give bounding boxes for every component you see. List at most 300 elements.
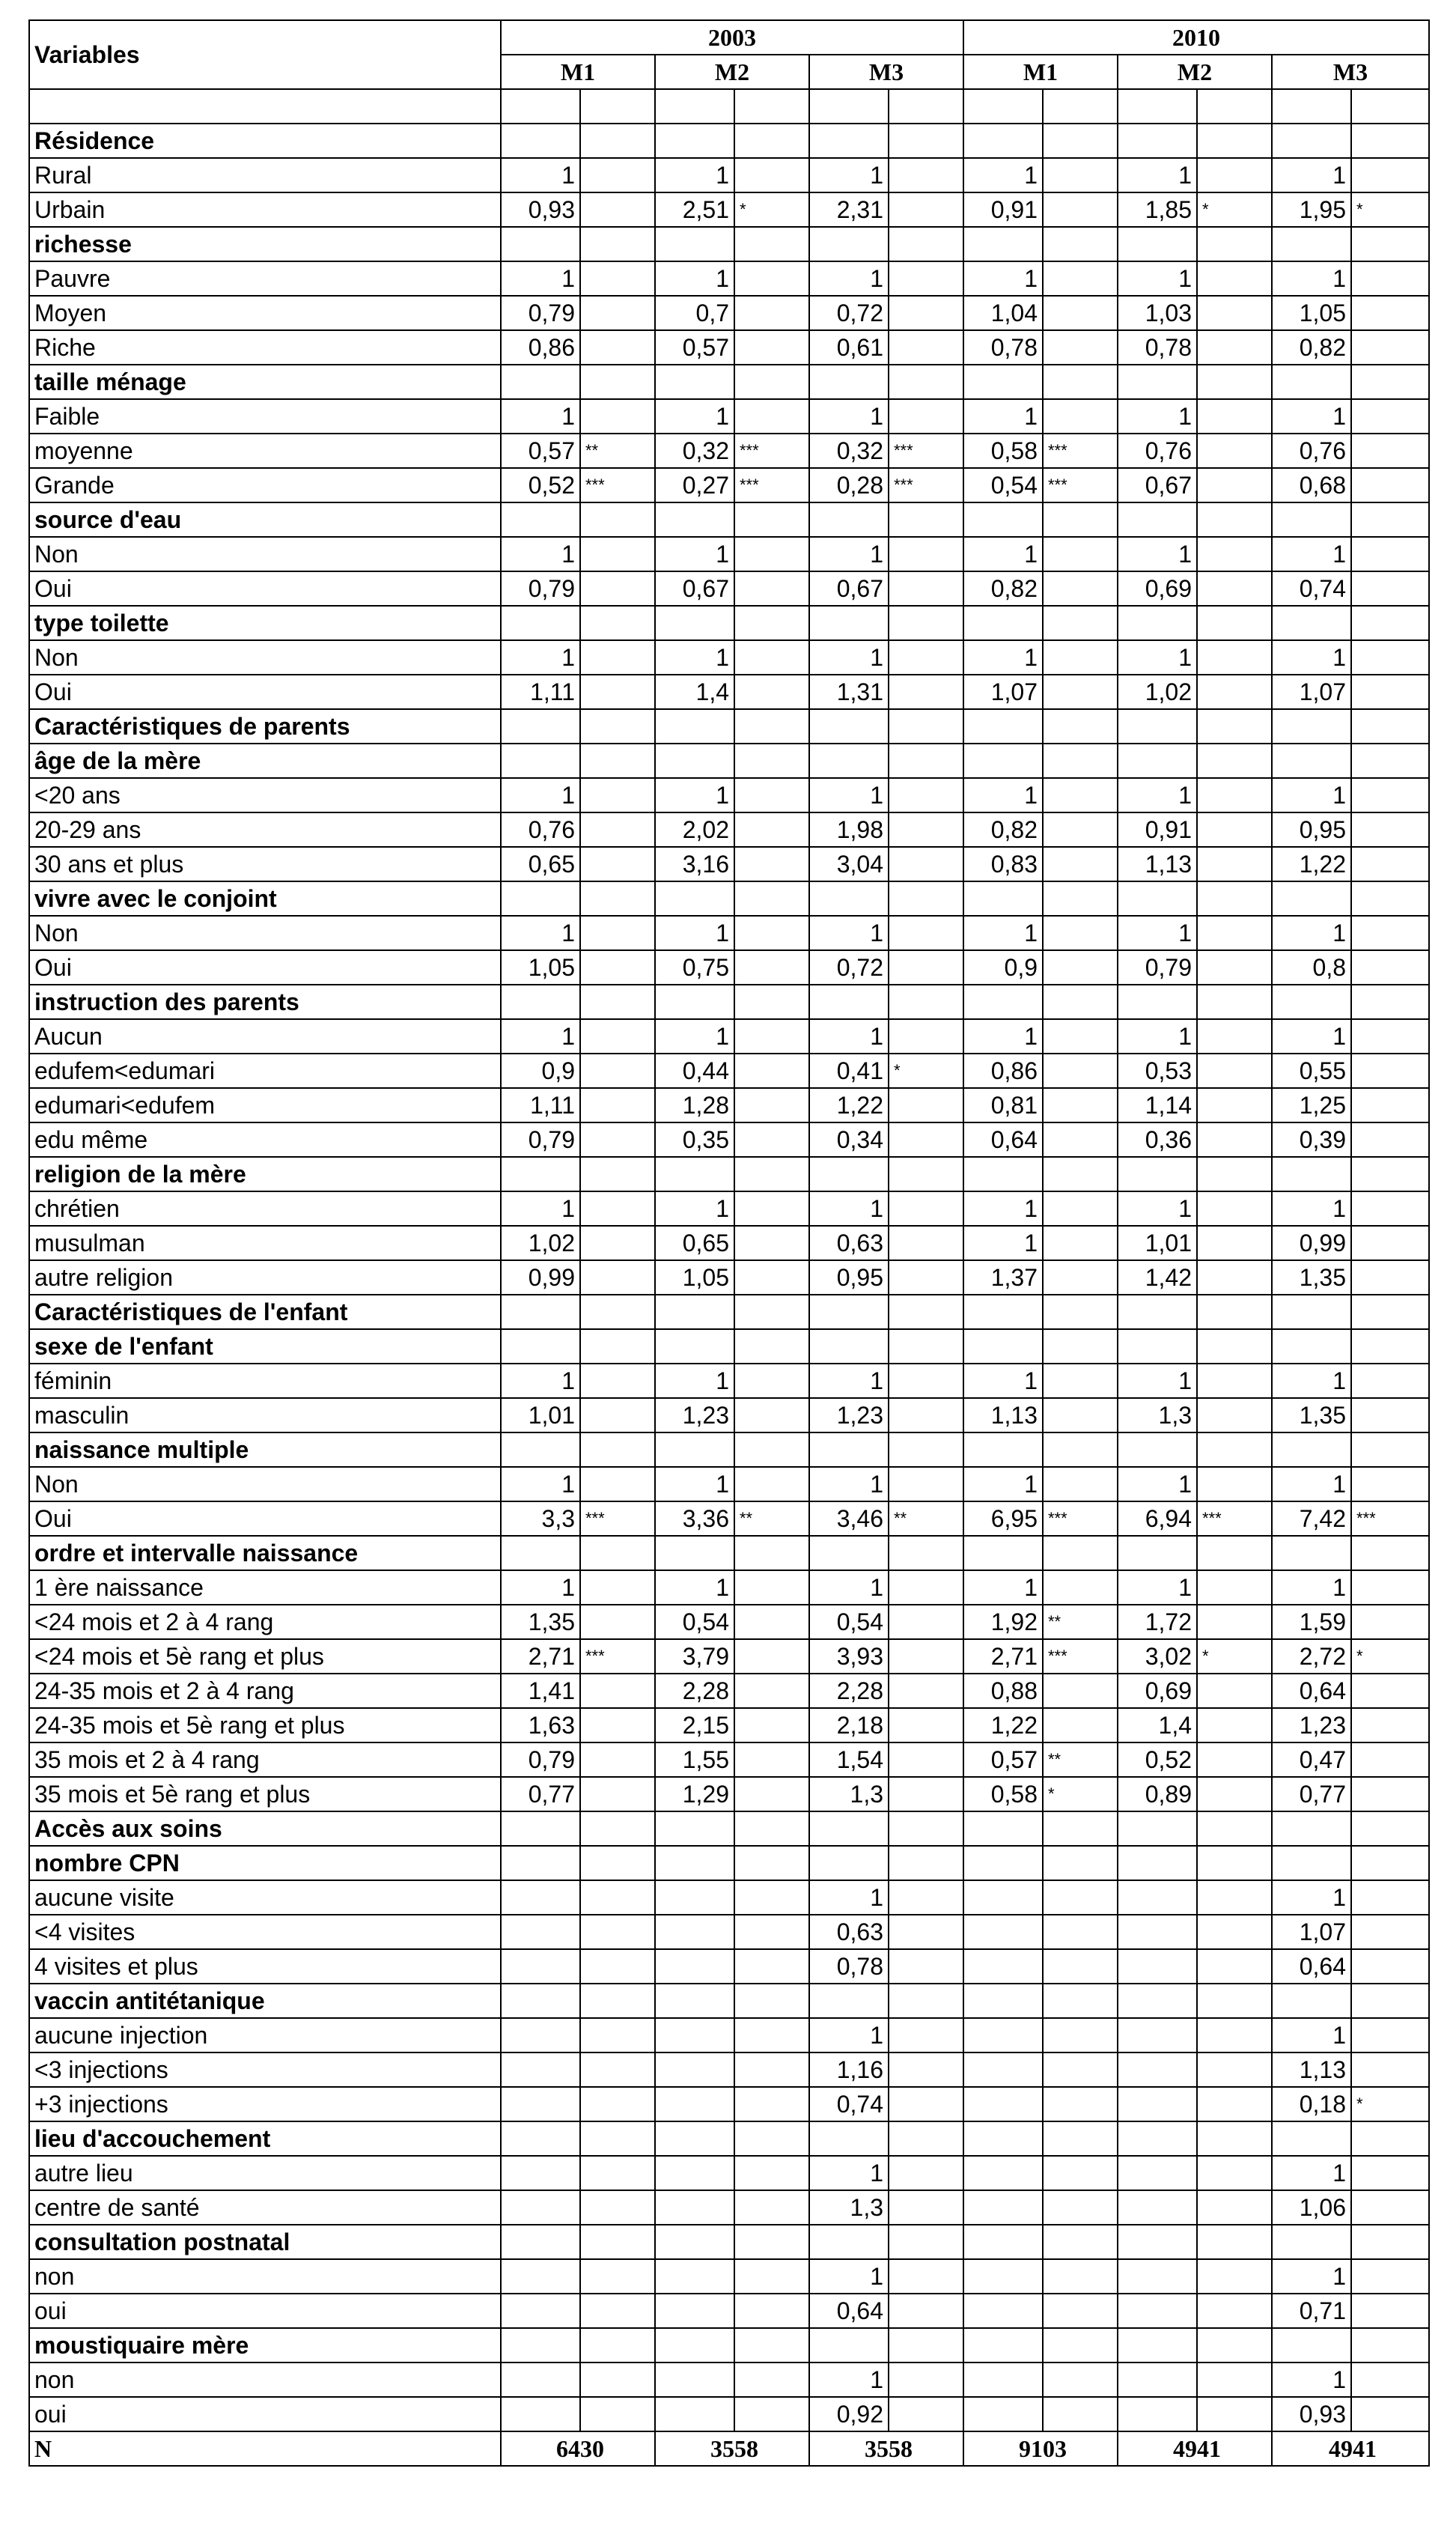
model-header: M2 xyxy=(655,55,809,89)
significance-cell xyxy=(580,1054,655,1088)
coefficient-cell: 0,95 xyxy=(809,1260,889,1295)
coefficient-cell xyxy=(655,124,734,158)
significance-cell xyxy=(1197,2190,1272,2225)
row-label: Oui xyxy=(29,1501,501,1536)
coefficient-cell: 0,32 xyxy=(655,434,734,468)
coefficient-cell xyxy=(655,1915,734,1949)
significance-cell xyxy=(1351,1777,1429,1811)
coefficient-cell: 3,46 xyxy=(809,1501,889,1536)
coefficient-cell: 1,92 xyxy=(963,1605,1043,1639)
coefficient-cell: 1 xyxy=(1272,2363,1351,2397)
table-header xyxy=(29,20,1429,89)
table-row xyxy=(29,1088,1429,1122)
table-row xyxy=(29,1226,1429,1260)
significance-cell xyxy=(1351,537,1429,571)
coefficient-cell: 1 xyxy=(501,1191,580,1226)
significance-cell xyxy=(734,537,809,571)
significance-cell xyxy=(1197,1674,1272,1708)
coefficient-cell: 0,95 xyxy=(1272,812,1351,847)
row-label: musulman xyxy=(29,1226,501,1260)
coefficient-cell: 1 xyxy=(501,1019,580,1054)
table-body xyxy=(29,89,1429,2431)
coefficient-cell xyxy=(1272,124,1351,158)
coefficient-cell xyxy=(1272,881,1351,916)
significance-cell xyxy=(1043,1088,1118,1122)
significance-cell xyxy=(734,2397,809,2431)
significance-cell xyxy=(734,2018,809,2052)
significance-cell xyxy=(889,192,963,227)
significance-cell xyxy=(580,227,655,261)
significance-cell xyxy=(734,1467,809,1501)
coefficient-cell xyxy=(655,2087,734,2121)
coefficient-cell xyxy=(501,1949,580,1984)
significance-cell xyxy=(1197,778,1272,812)
significance-cell xyxy=(734,1605,809,1639)
section-header-row xyxy=(29,365,1429,399)
row-label: Non xyxy=(29,1467,501,1501)
significance-cell xyxy=(1197,1708,1272,1742)
significance-cell xyxy=(580,192,655,227)
significance-cell xyxy=(1043,158,1118,192)
coefficient-cell xyxy=(1118,365,1197,399)
coefficient-cell: 1,72 xyxy=(1118,1605,1197,1639)
significance-cell xyxy=(1351,2363,1429,2397)
significance-cell xyxy=(1043,261,1118,296)
coefficient-cell: 1,55 xyxy=(655,1742,734,1777)
coefficient-cell xyxy=(963,1536,1043,1570)
coefficient-cell xyxy=(1118,2328,1197,2363)
coefficient-cell xyxy=(655,1536,734,1570)
coefficient-cell xyxy=(655,2018,734,2052)
model-header: M3 xyxy=(1272,55,1429,89)
table-row xyxy=(29,950,1429,985)
significance-cell xyxy=(1197,1019,1272,1054)
sample-size-value: 9103 xyxy=(963,2431,1118,2466)
coefficient-cell: 1 xyxy=(963,1364,1043,1398)
section-label: Accès aux soins xyxy=(29,1811,501,1846)
significance-cell xyxy=(1043,124,1118,158)
coefficient-cell: 0,86 xyxy=(501,330,580,365)
table-row xyxy=(29,1054,1429,1088)
significance-cell xyxy=(1043,1846,1118,1880)
coefficient-cell: 2,71 xyxy=(963,1639,1043,1674)
section-header-row xyxy=(29,1295,1429,1329)
significance-cell xyxy=(1351,744,1429,778)
significance-cell xyxy=(1043,1329,1118,1364)
coefficient-cell xyxy=(1118,606,1197,640)
coefficient-cell xyxy=(963,2052,1043,2087)
significance-cell xyxy=(1351,434,1429,468)
significance-cell: * xyxy=(1197,192,1272,227)
significance-cell xyxy=(1043,1260,1118,1295)
significance-cell xyxy=(580,1674,655,1708)
significance-cell xyxy=(1351,1949,1429,1984)
significance-cell xyxy=(1043,1054,1118,1088)
coefficient-cell xyxy=(501,2363,580,2397)
coefficient-cell xyxy=(655,1329,734,1364)
coefficient-cell xyxy=(655,227,734,261)
coefficient-cell: 6,95 xyxy=(963,1501,1043,1536)
coefficient-cell: 1 xyxy=(1272,1364,1351,1398)
significance-cell: * xyxy=(1351,1639,1429,1674)
significance-cell xyxy=(1351,1191,1429,1226)
significance-cell xyxy=(889,640,963,675)
row-label: Pauvre xyxy=(29,261,501,296)
coefficient-cell xyxy=(809,89,889,124)
coefficient-cell: 1 xyxy=(501,778,580,812)
row-label: Non xyxy=(29,916,501,950)
coefficient-cell xyxy=(1118,502,1197,537)
significance-cell xyxy=(580,1260,655,1295)
significance-cell xyxy=(580,2225,655,2259)
significance-cell xyxy=(580,1708,655,1742)
significance-cell xyxy=(734,2225,809,2259)
coefficient-cell: 0,54 xyxy=(655,1605,734,1639)
coefficient-cell: 1 xyxy=(1272,2156,1351,2190)
coefficient-cell: 1 xyxy=(963,537,1043,571)
row-label: <20 ans xyxy=(29,778,501,812)
significance-cell xyxy=(580,881,655,916)
significance-cell xyxy=(1351,1295,1429,1329)
significance-cell xyxy=(1043,2397,1118,2431)
significance-cell xyxy=(1043,1122,1118,1157)
significance-cell: ** xyxy=(1043,1742,1118,1777)
section-header-row xyxy=(29,881,1429,916)
coefficient-cell: 1,3 xyxy=(809,1777,889,1811)
coefficient-cell: 1,54 xyxy=(809,1742,889,1777)
coefficient-cell xyxy=(1118,1811,1197,1846)
table-row xyxy=(29,1467,1429,1501)
significance-cell: ** xyxy=(889,1501,963,1536)
coefficient-cell: 1 xyxy=(1118,916,1197,950)
coefficient-cell: 1,42 xyxy=(1118,1260,1197,1295)
coefficient-cell: 1,01 xyxy=(501,1398,580,1432)
coefficient-cell: 0,58 xyxy=(963,1777,1043,1811)
coefficient-cell xyxy=(1118,2259,1197,2294)
section-header-row xyxy=(29,1329,1429,1364)
coefficient-cell xyxy=(501,1432,580,1467)
significance-cell xyxy=(1351,1054,1429,1088)
significance-cell xyxy=(580,261,655,296)
significance-cell xyxy=(580,1846,655,1880)
coefficient-cell: 0,72 xyxy=(809,950,889,985)
coefficient-cell: 1 xyxy=(1118,1364,1197,1398)
significance-cell xyxy=(1351,985,1429,1019)
coefficient-cell: 1,05 xyxy=(655,1260,734,1295)
significance-cell xyxy=(1197,709,1272,744)
table-row xyxy=(29,2018,1429,2052)
row-label: Oui xyxy=(29,675,501,709)
significance-cell xyxy=(734,1674,809,1708)
coefficient-cell: 0,57 xyxy=(501,434,580,468)
significance-cell xyxy=(889,1708,963,1742)
section-header-row xyxy=(29,2121,1429,2156)
significance-cell xyxy=(1197,744,1272,778)
significance-cell xyxy=(734,2087,809,2121)
section-label: vivre avec le conjoint xyxy=(29,881,501,916)
coefficient-cell: 1 xyxy=(655,1570,734,1605)
section-header-row xyxy=(29,606,1429,640)
significance-cell xyxy=(734,1846,809,1880)
coefficient-cell: 3,3 xyxy=(501,1501,580,1536)
significance-cell xyxy=(1197,812,1272,847)
model-header: M2 xyxy=(1118,55,1272,89)
significance-cell xyxy=(580,1122,655,1157)
significance-cell xyxy=(734,1639,809,1674)
coefficient-cell xyxy=(963,1984,1043,2018)
coefficient-cell xyxy=(963,709,1043,744)
coefficient-cell xyxy=(809,744,889,778)
significance-cell xyxy=(1197,2363,1272,2397)
significance-cell xyxy=(580,1949,655,1984)
sample-size-value: 4941 xyxy=(1118,2431,1272,2466)
significance-cell xyxy=(1043,2087,1118,2121)
significance-cell xyxy=(1197,571,1272,606)
coefficient-cell xyxy=(1272,365,1351,399)
significance-cell xyxy=(734,2156,809,2190)
coefficient-cell xyxy=(1272,744,1351,778)
row-label: Faible xyxy=(29,399,501,434)
significance-cell xyxy=(1351,1846,1429,1880)
coefficient-cell: 0,64 xyxy=(809,2294,889,2328)
significance-cell xyxy=(889,950,963,985)
significance-cell xyxy=(1351,1019,1429,1054)
significance-cell xyxy=(1197,2087,1272,2121)
coefficient-cell xyxy=(963,2294,1043,2328)
coefficient-cell: 1,02 xyxy=(501,1226,580,1260)
table-row xyxy=(29,2259,1429,2294)
coefficient-cell xyxy=(501,1157,580,1191)
coefficient-cell xyxy=(1272,1157,1351,1191)
coefficient-cell: 1 xyxy=(501,1364,580,1398)
coefficient-cell: 1 xyxy=(1272,537,1351,571)
significance-cell xyxy=(1197,1364,1272,1398)
significance-cell xyxy=(1351,1398,1429,1432)
coefficient-cell: 1 xyxy=(1272,1467,1351,1501)
table-row xyxy=(29,1674,1429,1708)
coefficient-cell: 0,99 xyxy=(501,1260,580,1295)
significance-cell xyxy=(889,158,963,192)
significance-cell xyxy=(580,399,655,434)
coefficient-cell: 0,69 xyxy=(1118,571,1197,606)
coefficient-cell xyxy=(1118,2018,1197,2052)
coefficient-cell xyxy=(1118,1432,1197,1467)
coefficient-cell: 3,79 xyxy=(655,1639,734,1674)
significance-cell xyxy=(1043,1536,1118,1570)
coefficient-cell: 1 xyxy=(809,158,889,192)
significance-cell xyxy=(1351,1880,1429,1915)
row-label: oui xyxy=(29,2294,501,2328)
significance-cell xyxy=(580,89,655,124)
significance-cell xyxy=(1043,1398,1118,1432)
row-label: Grande xyxy=(29,468,501,502)
coefficient-cell: 1 xyxy=(809,1364,889,1398)
coefficient-cell: 1,98 xyxy=(809,812,889,847)
coefficient-cell xyxy=(1272,709,1351,744)
significance-cell xyxy=(1197,606,1272,640)
significance-cell xyxy=(734,1915,809,1949)
coefficient-cell: 0,79 xyxy=(501,571,580,606)
coefficient-cell: 0,28 xyxy=(809,468,889,502)
coefficient-cell: 1 xyxy=(1272,261,1351,296)
section-label: vaccin antitétanique xyxy=(29,1984,501,2018)
significance-cell xyxy=(734,640,809,675)
section-label: ordre et intervalle naissance xyxy=(29,1536,501,1570)
coefficient-cell: 1 xyxy=(1272,1191,1351,1226)
coefficient-cell: 1 xyxy=(655,1019,734,1054)
coefficient-cell xyxy=(809,1329,889,1364)
coefficient-cell: 1 xyxy=(1272,2018,1351,2052)
coefficient-cell xyxy=(963,985,1043,1019)
significance-cell xyxy=(734,950,809,985)
significance-cell xyxy=(889,1949,963,1984)
coefficient-cell: 0,78 xyxy=(963,330,1043,365)
coefficient-cell: 1 xyxy=(501,399,580,434)
table-row xyxy=(29,192,1429,227)
coefficient-cell: 2,02 xyxy=(655,812,734,847)
coefficient-cell xyxy=(809,606,889,640)
coefficient-cell: 1,13 xyxy=(1272,2052,1351,2087)
significance-cell xyxy=(1197,1122,1272,1157)
table-row xyxy=(29,2397,1429,2431)
significance-cell xyxy=(889,1191,963,1226)
coefficient-cell xyxy=(963,2225,1043,2259)
coefficient-cell xyxy=(655,1432,734,1467)
section-label: consultation postnatal xyxy=(29,2225,501,2259)
coefficient-cell: 2,28 xyxy=(809,1674,889,1708)
coefficient-cell xyxy=(1118,2052,1197,2087)
significance-cell xyxy=(1043,2363,1118,2397)
significance-cell xyxy=(580,847,655,881)
significance-cell: ** xyxy=(1043,1605,1118,1639)
table-row xyxy=(29,2052,1429,2087)
coefficient-cell xyxy=(1118,985,1197,1019)
coefficient-cell xyxy=(501,744,580,778)
coefficient-cell: 1,63 xyxy=(501,1708,580,1742)
significance-cell xyxy=(1197,1811,1272,1846)
coefficient-cell xyxy=(1272,89,1351,124)
coefficient-cell xyxy=(963,606,1043,640)
significance-cell xyxy=(734,916,809,950)
significance-cell xyxy=(1351,1984,1429,2018)
table-row xyxy=(29,1364,1429,1398)
coefficient-cell xyxy=(1118,1846,1197,1880)
coefficient-cell: 1 xyxy=(655,916,734,950)
variables-header: Variables xyxy=(29,20,501,89)
coefficient-cell: 1 xyxy=(963,640,1043,675)
significance-cell xyxy=(889,1260,963,1295)
coefficient-cell xyxy=(963,2259,1043,2294)
row-label: chrétien xyxy=(29,1191,501,1226)
coefficient-cell: 1 xyxy=(501,1570,580,1605)
coefficient-cell: 1 xyxy=(501,916,580,950)
coefficient-cell xyxy=(963,1432,1043,1467)
coefficient-cell: 0,79 xyxy=(501,1742,580,1777)
coefficient-cell: 1 xyxy=(655,778,734,812)
significance-cell xyxy=(889,1536,963,1570)
coefficient-cell: 1 xyxy=(655,261,734,296)
coefficient-cell xyxy=(501,1846,580,1880)
row-label: Moyen xyxy=(29,296,501,330)
significance-cell xyxy=(734,2052,809,2087)
significance-cell xyxy=(1351,606,1429,640)
coefficient-cell: 0,92 xyxy=(809,2397,889,2431)
coefficient-cell: 1,02 xyxy=(1118,675,1197,709)
coefficient-cell: 0,72 xyxy=(809,296,889,330)
significance-cell xyxy=(1043,1191,1118,1226)
coefficient-cell: 1,59 xyxy=(1272,1605,1351,1639)
significance-cell xyxy=(1043,1157,1118,1191)
significance-cell xyxy=(580,2018,655,2052)
coefficient-cell: 1 xyxy=(809,1019,889,1054)
significance-cell xyxy=(1043,89,1118,124)
significance-cell xyxy=(1197,1191,1272,1226)
section-header-row xyxy=(29,227,1429,261)
section-label: Caractéristiques de l'enfant xyxy=(29,1295,501,1329)
significance-cell xyxy=(1351,296,1429,330)
coefficient-cell: 3,36 xyxy=(655,1501,734,1536)
significance-cell xyxy=(1351,124,1429,158)
significance-cell xyxy=(1043,296,1118,330)
row-label: masculin xyxy=(29,1398,501,1432)
coefficient-cell: 1 xyxy=(963,1226,1043,1260)
coefficient-cell xyxy=(963,1329,1043,1364)
coefficient-cell xyxy=(501,1915,580,1949)
row-label: centre de santé xyxy=(29,2190,501,2225)
coefficient-cell xyxy=(655,744,734,778)
significance-cell: *** xyxy=(734,434,809,468)
coefficient-cell: 0,88 xyxy=(963,1674,1043,1708)
significance-cell xyxy=(1043,399,1118,434)
row-label: Riche xyxy=(29,330,501,365)
coefficient-cell xyxy=(501,502,580,537)
coefficient-cell: 0,76 xyxy=(501,812,580,847)
coefficient-cell xyxy=(963,881,1043,916)
coefficient-cell: 1 xyxy=(809,399,889,434)
coefficient-cell: 1 xyxy=(1118,1019,1197,1054)
coefficient-cell: 0,78 xyxy=(1118,330,1197,365)
coefficient-cell xyxy=(963,2087,1043,2121)
coefficient-cell xyxy=(655,2121,734,2156)
significance-cell xyxy=(1351,2190,1429,2225)
significance-cell xyxy=(1351,950,1429,985)
table-row xyxy=(29,1570,1429,1605)
coefficient-cell xyxy=(655,1157,734,1191)
significance-cell xyxy=(1043,227,1118,261)
significance-cell xyxy=(1197,2397,1272,2431)
significance-cell xyxy=(1197,1742,1272,1777)
coefficient-cell: 0,76 xyxy=(1272,434,1351,468)
coefficient-cell xyxy=(963,89,1043,124)
coefficient-cell: 1,3 xyxy=(809,2190,889,2225)
row-label: <24 mois et 5è rang et plus xyxy=(29,1639,501,1674)
table-row xyxy=(29,1880,1429,1915)
significance-cell xyxy=(580,1226,655,1260)
coefficient-cell: 1 xyxy=(963,261,1043,296)
significance-cell xyxy=(734,2294,809,2328)
row-label: féminin xyxy=(29,1364,501,1398)
coefficient-cell xyxy=(809,124,889,158)
coefficient-cell: 1,07 xyxy=(1272,1915,1351,1949)
coefficient-cell: 1,35 xyxy=(1272,1398,1351,1432)
significance-cell xyxy=(889,365,963,399)
significance-cell xyxy=(889,1088,963,1122)
coefficient-cell: 0,52 xyxy=(1118,1742,1197,1777)
significance-cell xyxy=(1043,1467,1118,1501)
coefficient-cell: 1 xyxy=(1272,2259,1351,2294)
coefficient-cell: 1 xyxy=(1272,158,1351,192)
section-label: Résidence xyxy=(29,124,501,158)
